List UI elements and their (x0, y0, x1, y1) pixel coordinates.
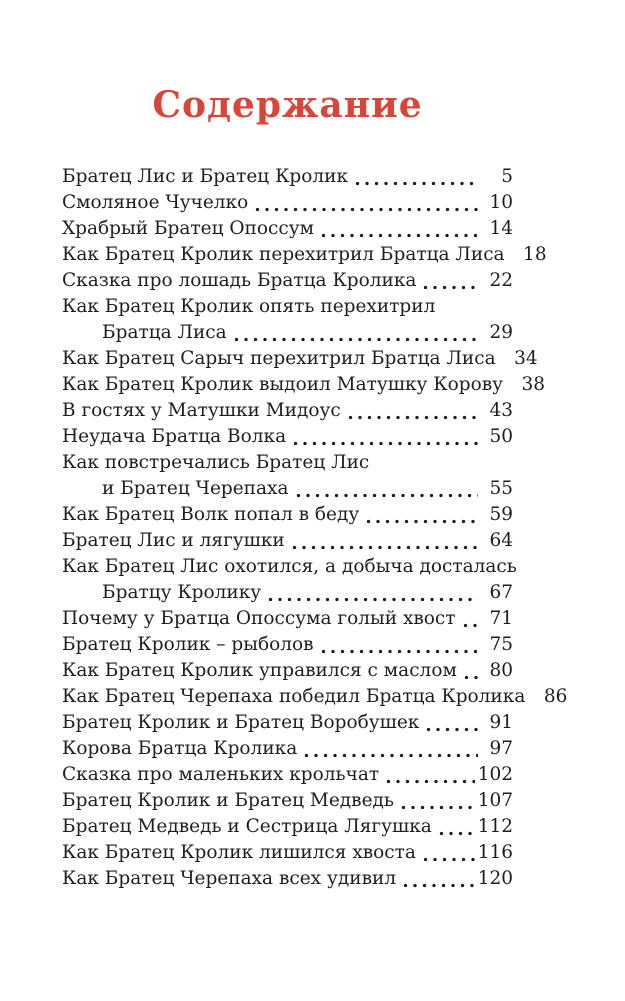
toc-entry-title: и Братец Черепаха (102, 477, 289, 499)
dot-leader (386, 779, 475, 784)
toc-entry (62, 190, 513, 216)
toc-entry-title: Братец Лис и лягушки (62, 529, 285, 551)
dot-leader (304, 753, 478, 758)
toc-entry-title: Храбрый Братец Опоссум (62, 217, 315, 239)
toc-entry-title: В гостях у Матушки Мидоус (62, 399, 341, 421)
page-number: 75 (489, 633, 513, 655)
toc-entry (62, 632, 513, 658)
toc-entry-title: Как Братец Лис охотился, а добыча досталась (62, 555, 517, 577)
toc-entry (62, 528, 513, 554)
page-number: 102 (477, 763, 513, 785)
toc-entry-title: Братца Лиса (102, 321, 227, 343)
toc-entry (62, 710, 513, 736)
toc-entry (62, 424, 513, 450)
dot-leader (296, 493, 479, 498)
toc-entry (62, 268, 513, 294)
toc-entry-title: Как Братец Кролик выдоил Матушку Корову (62, 373, 504, 395)
toc-entry (62, 372, 546, 398)
page-number: 10 (489, 191, 513, 213)
page-number: 34 (514, 347, 538, 369)
toc-entry-title: Сказка про маленьких крольчат (62, 763, 380, 785)
page-number: 120 (477, 867, 513, 889)
page-number: 86 (543, 685, 568, 707)
page-number: 18 (523, 243, 547, 265)
toc-list (62, 164, 568, 892)
dot-leader (321, 233, 478, 238)
toc-entry (62, 684, 568, 710)
page-number: 14 (489, 217, 513, 239)
dot-leader (423, 857, 475, 862)
toc-entry-title: Сказка про лошадь Братца Кролика (62, 269, 417, 291)
toc-entry (62, 502, 513, 528)
toc-entry-title: Корова Братца Кролика (62, 737, 298, 759)
page-number: 67 (489, 581, 513, 603)
page-number: 43 (489, 399, 513, 421)
toc-entry (62, 398, 513, 424)
toc-entry-title: Как Братец Кролик лишился хвоста (62, 841, 416, 863)
toc-entry-title: Как Братец Кролик перехитрил Братца Лиса (62, 243, 505, 265)
page-number: 38 (521, 373, 546, 395)
dot-leader (403, 883, 475, 888)
toc-entry (62, 554, 517, 606)
toc-entry-title: Братец Кролик и Братец Воробушек (62, 711, 420, 733)
dot-leader (439, 831, 475, 836)
page-number: 112 (477, 815, 513, 837)
toc-entry-title: Как Братец Кролик опять перехитрил (62, 295, 436, 317)
toc-entry (62, 450, 513, 502)
dot-leader (423, 285, 478, 290)
dot-leader (234, 337, 478, 342)
page-number: 22 (489, 269, 513, 291)
page-number: 71 (489, 607, 513, 629)
toc-entry-title: Как Братец Кролик управился с маслом (62, 659, 457, 681)
dot-leader (366, 519, 478, 524)
toc-entry-title: Как Братец Черепаха победил Братца Кролика (62, 685, 526, 707)
toc-entry (62, 216, 513, 242)
dot-leader (464, 675, 478, 680)
toc-entry (62, 814, 513, 840)
page-number: 5 (501, 165, 513, 187)
page-number: 116 (477, 841, 513, 863)
toc-entry-title: Братец Кролик – рыболов (62, 633, 314, 655)
dot-leader (348, 415, 478, 420)
page-number: 50 (489, 425, 513, 447)
toc-entry (62, 606, 513, 632)
toc-entry (62, 840, 513, 866)
toc-entry (62, 294, 513, 346)
dot-leader (255, 207, 478, 212)
toc-entry-title: Почему у Братца Опоссума голый хвост (62, 607, 456, 629)
toc-entry (62, 164, 513, 190)
dot-leader (268, 597, 478, 602)
toc-entry-title: Как Братец Сарыч перехитрил Братца Лиса (62, 347, 496, 369)
toc-entry-title: Братец Лис и Братец Кролик (62, 165, 349, 187)
dot-leader (463, 623, 478, 628)
page-number: 80 (489, 659, 513, 681)
toc-entry (62, 788, 513, 814)
dot-leader (426, 727, 478, 732)
toc-entry-title: Как Братец Черепаха всех удивил (62, 867, 397, 889)
page-number: 107 (477, 789, 513, 811)
dot-leader (355, 181, 478, 186)
toc-entry (62, 346, 538, 372)
toc-entry-title: Братец Медведь и Сестрица Лягушка (62, 815, 432, 837)
toc-entry-title: Братцу Кролику (102, 581, 262, 603)
toc-entry-title: Смоляное Чучелко (62, 191, 249, 213)
toc-entry-title: Как повстречались Братец Лис (62, 451, 370, 473)
toc-entry (62, 242, 547, 268)
page-number: 29 (489, 321, 513, 343)
page-title: Содержание (152, 84, 423, 126)
page-number: 64 (489, 529, 513, 551)
toc-entry-title: Братец Кролик и Братец Медведь (62, 789, 394, 811)
page-number: 55 (489, 477, 513, 499)
toc-entry (62, 736, 513, 762)
page-number: 91 (489, 711, 513, 733)
dot-leader (293, 441, 478, 446)
toc-entry (62, 866, 513, 892)
toc-entry (62, 762, 513, 788)
toc-entry-title: Как Братец Волк попал в беду (62, 503, 360, 525)
toc-entry (62, 658, 513, 684)
page-number: 97 (489, 737, 513, 759)
toc-entry-title: Неудача Братца Волка (62, 425, 287, 447)
dot-leader (321, 649, 478, 654)
dot-leader (292, 545, 478, 550)
page-number: 59 (489, 503, 513, 525)
dot-leader (401, 805, 475, 810)
